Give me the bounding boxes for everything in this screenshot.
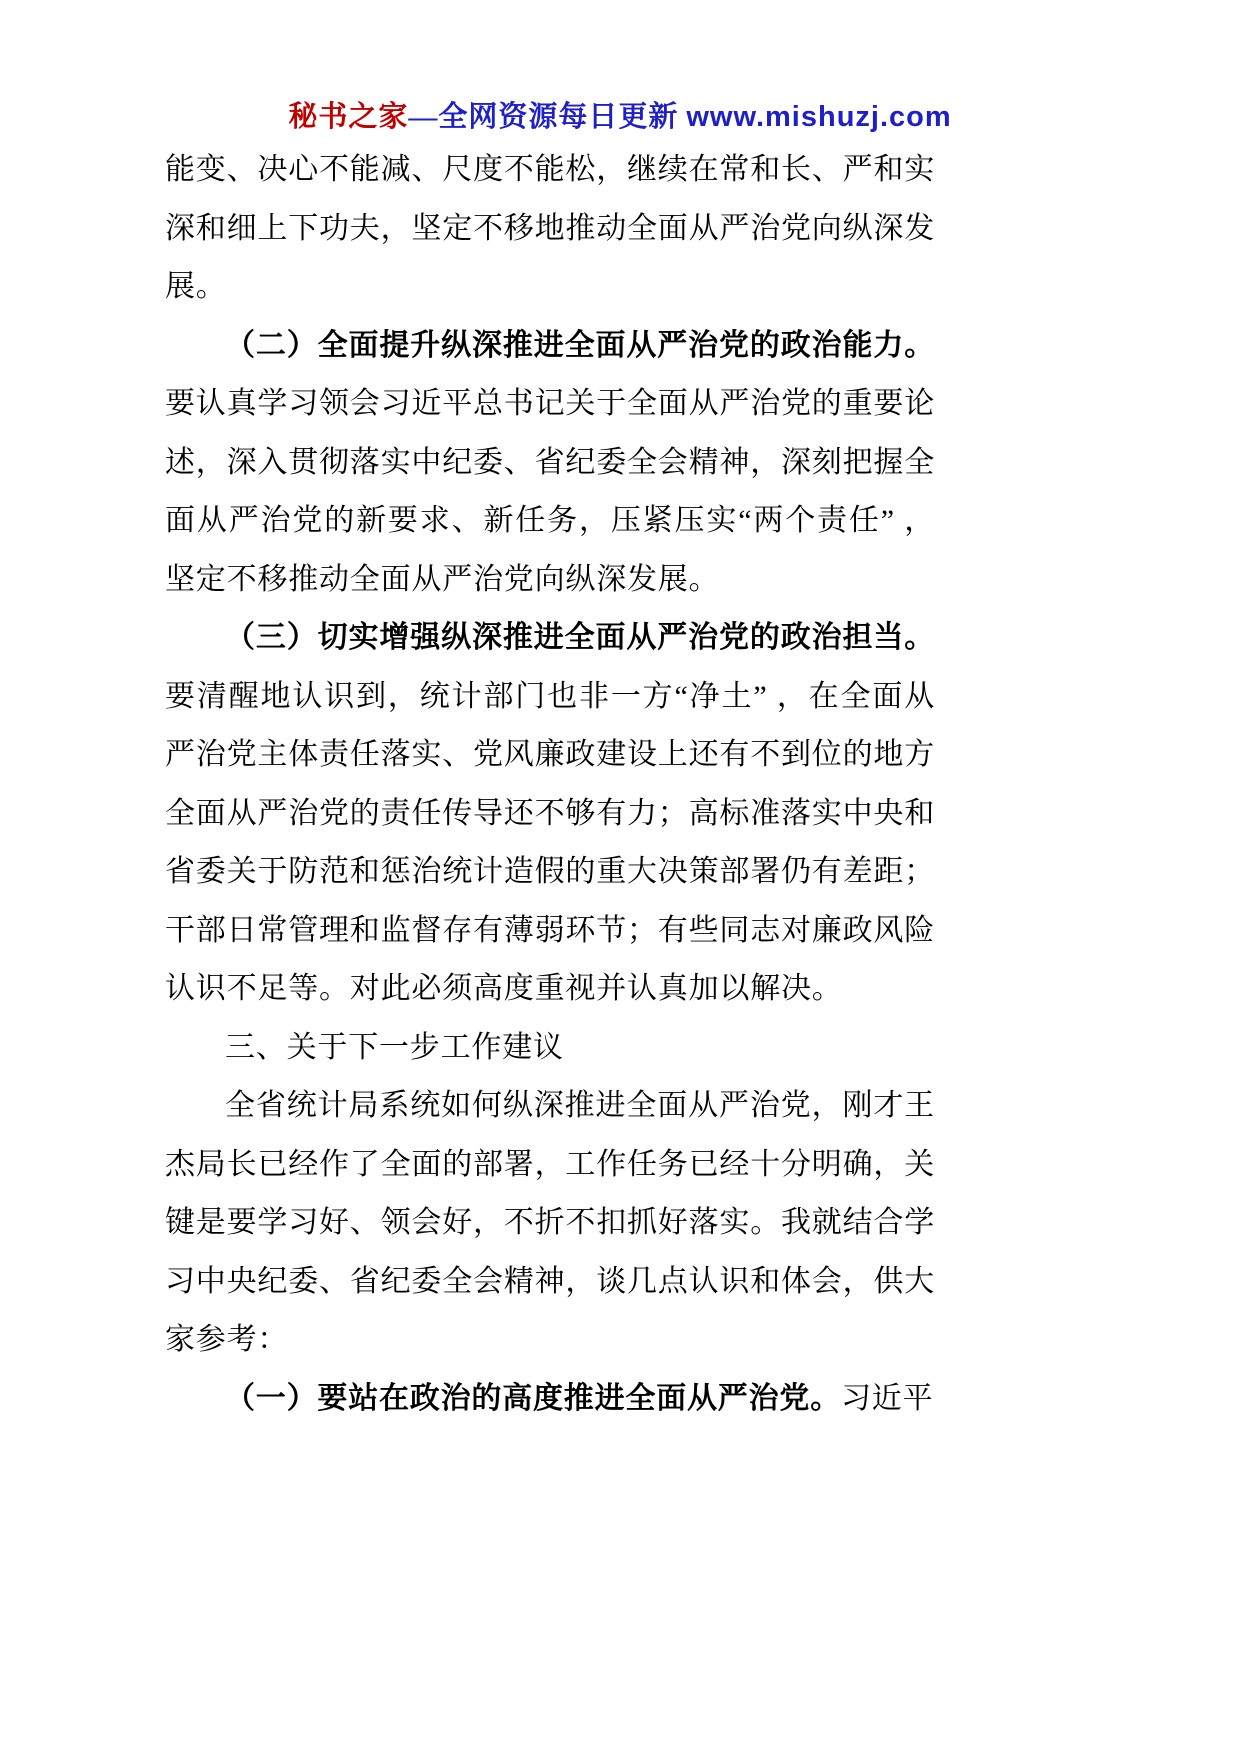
paragraph-section-three: [165, 609, 935, 1019]
text-run: 能变、决心不能减、尺度不能松，继续在常和长、严和实深和细上下功夫，坚定不移地推动全面从严治党向纵深发展。: [165, 153, 935, 303]
text-run: 要认真学习领会习近平总书记关于全面从严治党的重要论述，深入贯彻落实中纪委、省纪委全会精神，深刻把握全面从严治党的新要求、新任务，压紧压实“两个责任” ，坚定不移推动全面从严治党向纵深发展。: [165, 387, 935, 596]
paragraph-suggestion-one: [165, 1370, 935, 1429]
paragraph-next-steps-intro: [165, 1077, 935, 1370]
page-header: [0, 94, 1240, 135]
paragraph-part-three-heading: [165, 1019, 935, 1078]
text-run: 习近平: [841, 1381, 934, 1415]
part-three-heading-text: 三、关于下一步工作建议: [225, 1030, 564, 1064]
document-body: [165, 141, 935, 1428]
section-three-heading: （三）切实增强纵深推进全面从严治党的政治担当。: [225, 621, 935, 654]
header-separator: —: [408, 101, 439, 133]
paragraph-section-two: [165, 317, 935, 610]
text-run: 要清醒地认识到，统计部门也非一方“净土” ，在全面从严治党主体责任落实、党风廉政建设上还有不到位的地方全面从严治党的责任传导还不够有力；高标准落实中央和省委关于防范和惩治统计造假的重大决策部署仍有差距；干部日常管理和监督存有薄弱环节；有些同志对廉政风险认识不足等。对此必须高度重视并认真加以解决。: [165, 679, 935, 1005]
section-two-heading: （二）全面提升纵深推进全面从严治党的政治能力。: [225, 328, 935, 362]
suggestion-one-heading: （一）要站在政治的高度推进全面从严治党。: [225, 1381, 841, 1415]
site-name: 秘书之家: [288, 101, 409, 133]
paragraph-continuation: [165, 141, 935, 317]
site-url-link[interactable]: www.mishuzj.com: [686, 101, 952, 133]
header-tagline: 全网资源每日更新: [438, 101, 679, 133]
text-run: 全省统计局系统如何纵深推进全面从严治党，刚才王杰局长已经作了全面的部署，工作任务已经十分明确，关键是要学习好、领会好，不折不扣抓好落实。我就结合学习中央纪委、省纪委全会精神，谈几点认识和体会，供大家参考：: [165, 1089, 935, 1356]
